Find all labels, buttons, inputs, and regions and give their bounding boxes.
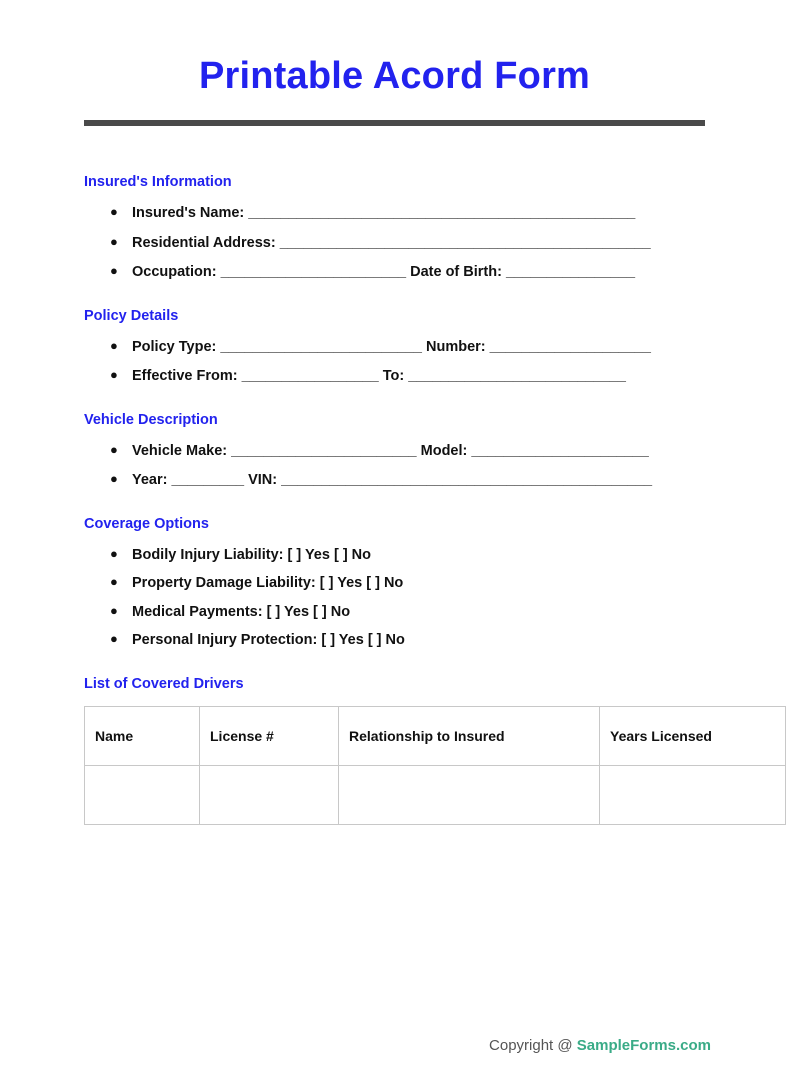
list-item-text: Vehicle Make: _______________________ Model: ______________________ <box>132 442 649 459</box>
list-item-text: Residential Address: ______________________________________________ <box>132 234 651 251</box>
table-cell-license[interactable] <box>200 766 339 825</box>
bullet-icon: ● <box>110 471 118 487</box>
bullet-icon: ● <box>110 631 118 647</box>
list-item-text: Personal Injury Protection: [ ] Yes [ ] No <box>132 632 405 649</box>
table-header-license: License # <box>200 707 339 766</box>
bullet-icon: ● <box>110 233 118 249</box>
list-item <box>110 338 705 357</box>
list-item <box>110 442 705 461</box>
list-item <box>110 263 705 282</box>
section-vehicle-description <box>84 412 705 490</box>
document-content <box>0 174 789 825</box>
section-item-list <box>84 204 705 282</box>
table-cell-relationship[interactable] <box>339 766 600 825</box>
list-item-text: Property Damage Liability: [ ] Yes [ ] No <box>132 575 404 592</box>
brand-link[interactable]: SampleForms.com <box>576 1037 711 1054</box>
bullet-icon: ● <box>110 204 118 219</box>
bullet-icon: ● <box>110 337 118 353</box>
document-page <box>0 55 789 1084</box>
table-header-row <box>85 707 786 766</box>
section-heading: Insured's Information <box>84 174 232 190</box>
list-item <box>110 574 705 593</box>
list-item <box>110 234 705 253</box>
covered-drivers-table <box>84 706 786 825</box>
list-item <box>110 367 705 386</box>
list-item-text: Occupation: _______________________ Date of Birth: ________________ <box>132 264 636 281</box>
table-header-relationship: Relationship to Insured <box>339 707 600 766</box>
footer <box>489 1037 711 1054</box>
table-row <box>85 766 786 825</box>
table-header-name: Name <box>85 707 200 766</box>
bullet-icon: ● <box>110 545 118 561</box>
section-heading: Vehicle Description <box>84 411 218 428</box>
section-policy-details <box>84 308 705 386</box>
table-cell-name[interactable] <box>85 766 200 825</box>
list-item <box>110 204 705 223</box>
section-heading: Policy Details <box>84 307 179 324</box>
bullet-icon: ● <box>110 441 118 457</box>
list-item-text: Bodily Injury Liability: [ ] Yes [ ] No <box>132 546 372 563</box>
section-heading: List of Covered Drivers <box>84 676 244 693</box>
list-item <box>110 603 705 622</box>
table-header-years-licensed: Years Licensed <box>600 707 786 766</box>
section-coverage-options <box>84 516 705 650</box>
list-item <box>110 471 705 490</box>
bullet-icon: ● <box>110 574 118 590</box>
copyright-text: Copyright @ <box>489 1037 577 1054</box>
list-item-text: Medical Payments: [ ] Yes [ ] No <box>132 603 351 620</box>
list-item-text: Effective From: _________________ To: ___________________________ <box>132 368 626 385</box>
list-item-text: Year: _________ VIN: ______________________________________________ <box>132 472 653 489</box>
table-cell-years-licensed[interactable] <box>600 766 786 825</box>
bullet-icon: ● <box>110 602 118 618</box>
section-covered-drivers <box>84 676 712 825</box>
title-divider <box>84 120 705 126</box>
list-item <box>110 546 705 565</box>
section-heading: Coverage Options <box>84 515 209 532</box>
section-item-list <box>84 338 705 386</box>
bullet-icon: ● <box>110 263 118 279</box>
bullet-icon: ● <box>110 367 118 383</box>
list-item <box>110 631 705 650</box>
section-insureds-information <box>84 174 705 282</box>
section-item-list <box>84 442 705 490</box>
page-title: Printable Acord Form <box>198 55 591 97</box>
list-item-text: Insured's Name: ________________________________________________ <box>132 205 636 221</box>
list-item-text: Policy Type: _________________________ Number: ____________________ <box>132 338 651 355</box>
section-item-list <box>84 546 705 650</box>
